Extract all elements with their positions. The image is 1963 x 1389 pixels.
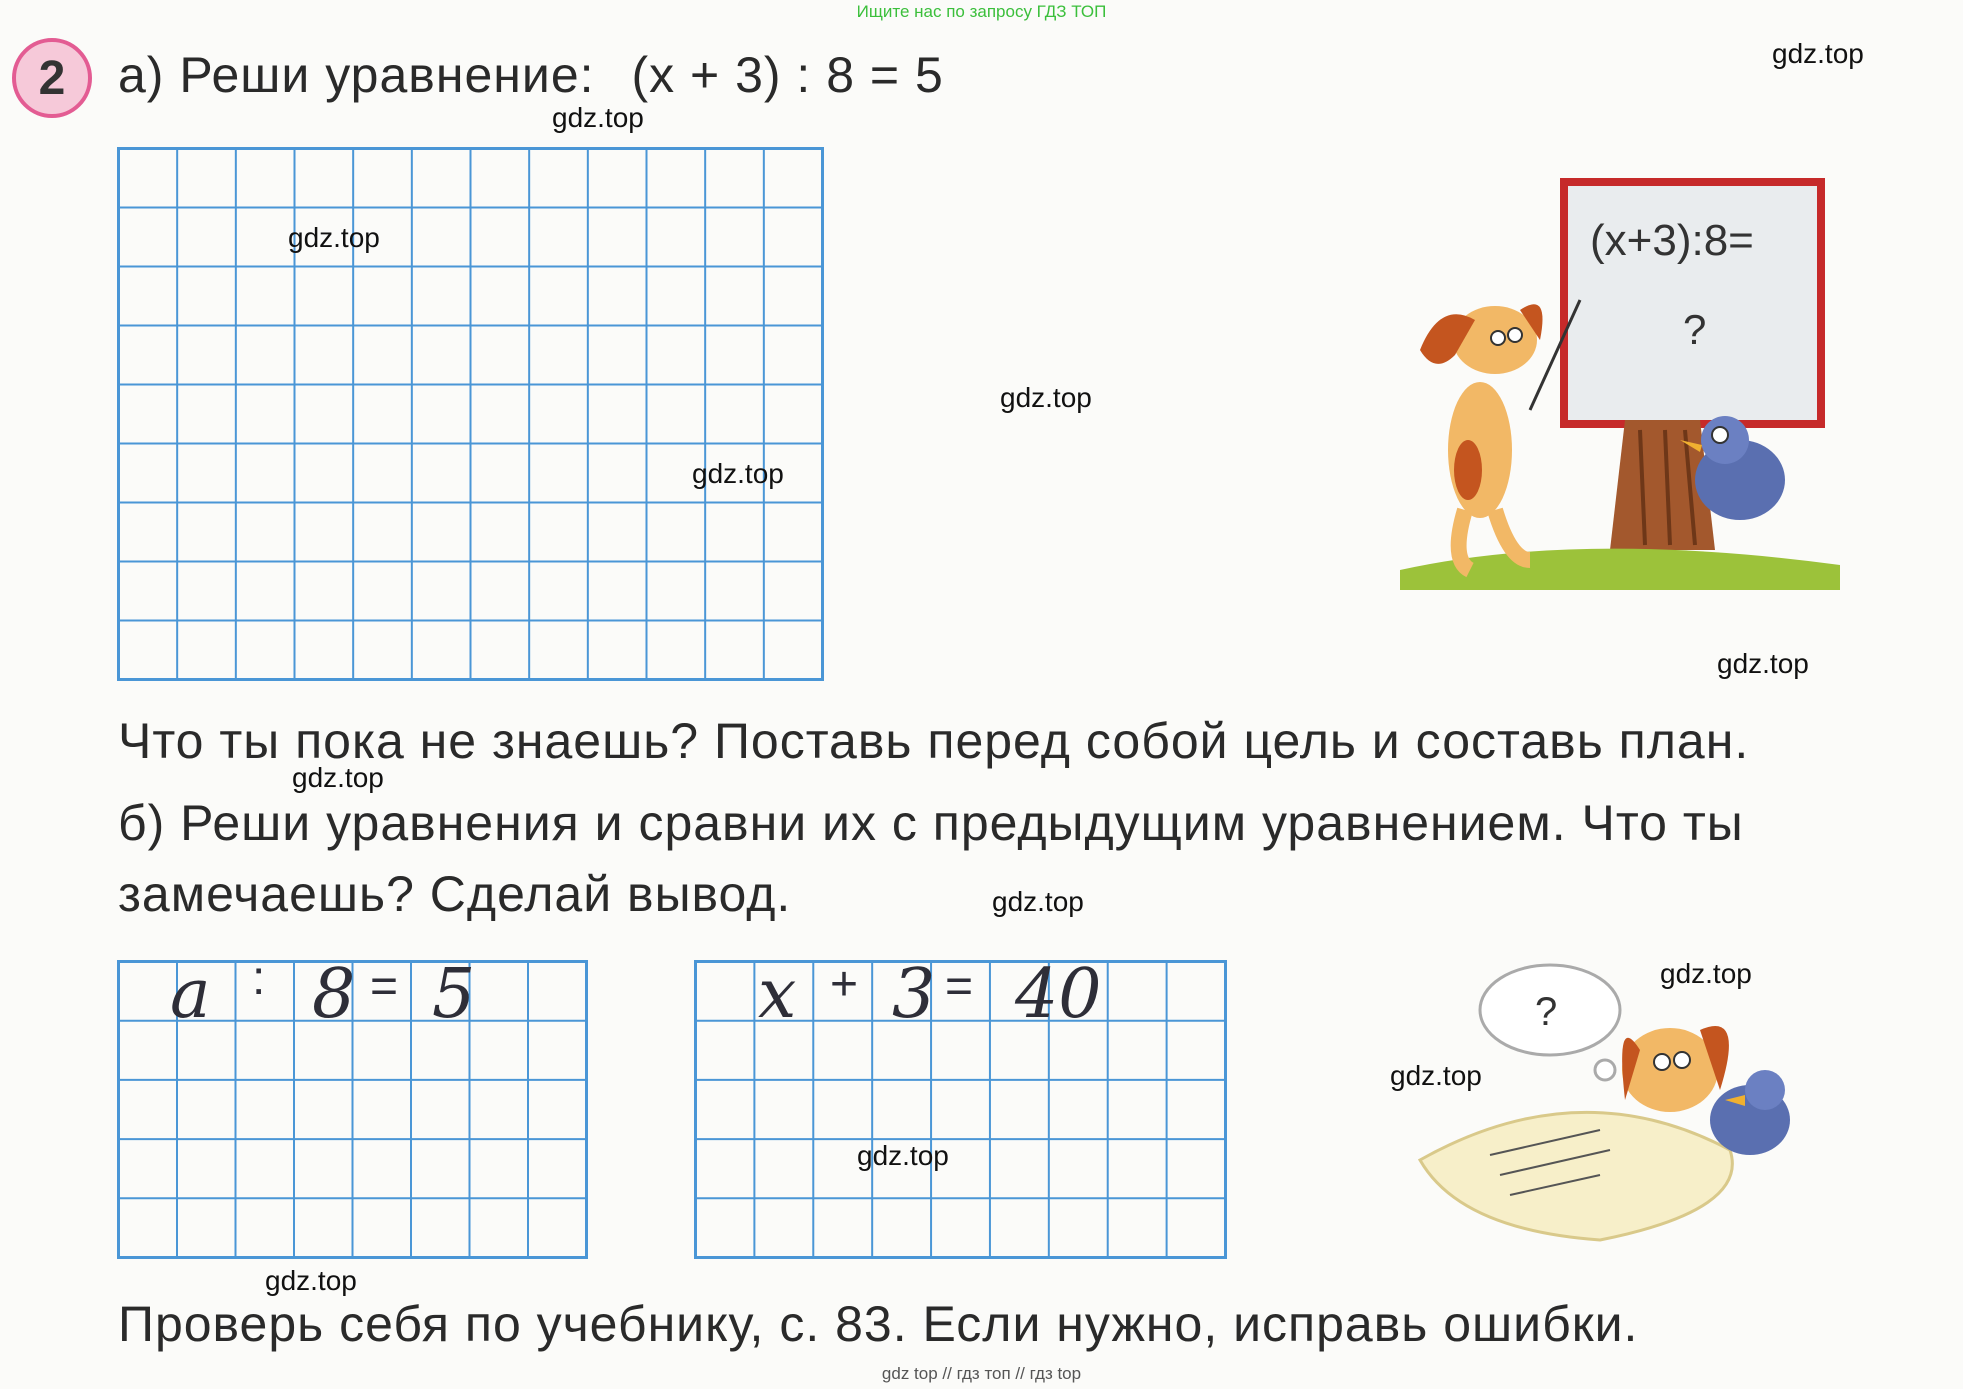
check-line: Проверь себя по учебнику, с. 83. Если нужно, исправь ошибки.	[118, 1296, 1639, 1352]
dog-teacher-illustration	[1380, 280, 1850, 610]
digit-8: 8	[312, 955, 356, 1034]
watermark: gdz.top	[857, 1140, 949, 1171]
grid-2-handwriting	[700, 955, 1230, 1034]
part-a-heading	[118, 46, 944, 104]
variable-x: x	[758, 955, 797, 1034]
part-a-prefix: а) Реши уравнение:	[118, 47, 595, 103]
part-a-equation: (x + 3) : 8 = 5	[631, 47, 944, 103]
watermark: gdz.top	[552, 102, 644, 133]
dog-writing-illustration	[1400, 950, 1870, 1250]
variable-a: a	[170, 955, 211, 1034]
top-banner: Ищите нас по запросу ГДЗ ТОП	[856, 2, 1107, 21]
board-question-mark: ?	[1683, 306, 1707, 353]
part-b-line1: б) Реши уравнения и сравни их с предыдущим уравнением. Что ты	[118, 795, 1744, 851]
watermark: gdz.top	[292, 762, 384, 793]
task-number-badge	[12, 38, 92, 118]
grid-1-handwriting	[120, 952, 590, 1034]
question-line: Что ты пока не знаешь? Поставь перед собой цель и составь план.	[118, 713, 1750, 769]
watermark: gdz.top	[692, 458, 784, 489]
task-number: 2	[38, 51, 66, 105]
number-40: 40	[1015, 955, 1102, 1034]
watermark: gdz.top	[1717, 648, 1809, 679]
equals-sign-2: =	[945, 960, 974, 1013]
board-equation: (x+3):8=	[1590, 216, 1754, 265]
watermark: gdz.top	[1660, 958, 1752, 989]
digit-3: 3	[892, 955, 936, 1034]
watermark: gdz.top	[265, 1265, 357, 1296]
part-b-line2: замечаешь? Сделай вывод.	[118, 866, 792, 922]
solution-grid	[117, 147, 825, 681]
digit-5: 5	[432, 955, 476, 1034]
watermark: gdz.top	[1772, 38, 1864, 69]
colon-sign: :	[252, 952, 266, 1005]
thought-question-mark: ?	[1535, 990, 1558, 1034]
equals-sign: =	[370, 960, 399, 1013]
watermark: gdz.top	[1000, 382, 1092, 413]
watermark: gdz.top	[992, 886, 1084, 917]
watermark: gdz.top	[288, 222, 380, 253]
plus-sign: +	[830, 958, 859, 1011]
footer-watermark: gdz top // гдз топ // гдз top	[881, 1364, 1082, 1383]
watermark: gdz.top	[1390, 1060, 1482, 1091]
